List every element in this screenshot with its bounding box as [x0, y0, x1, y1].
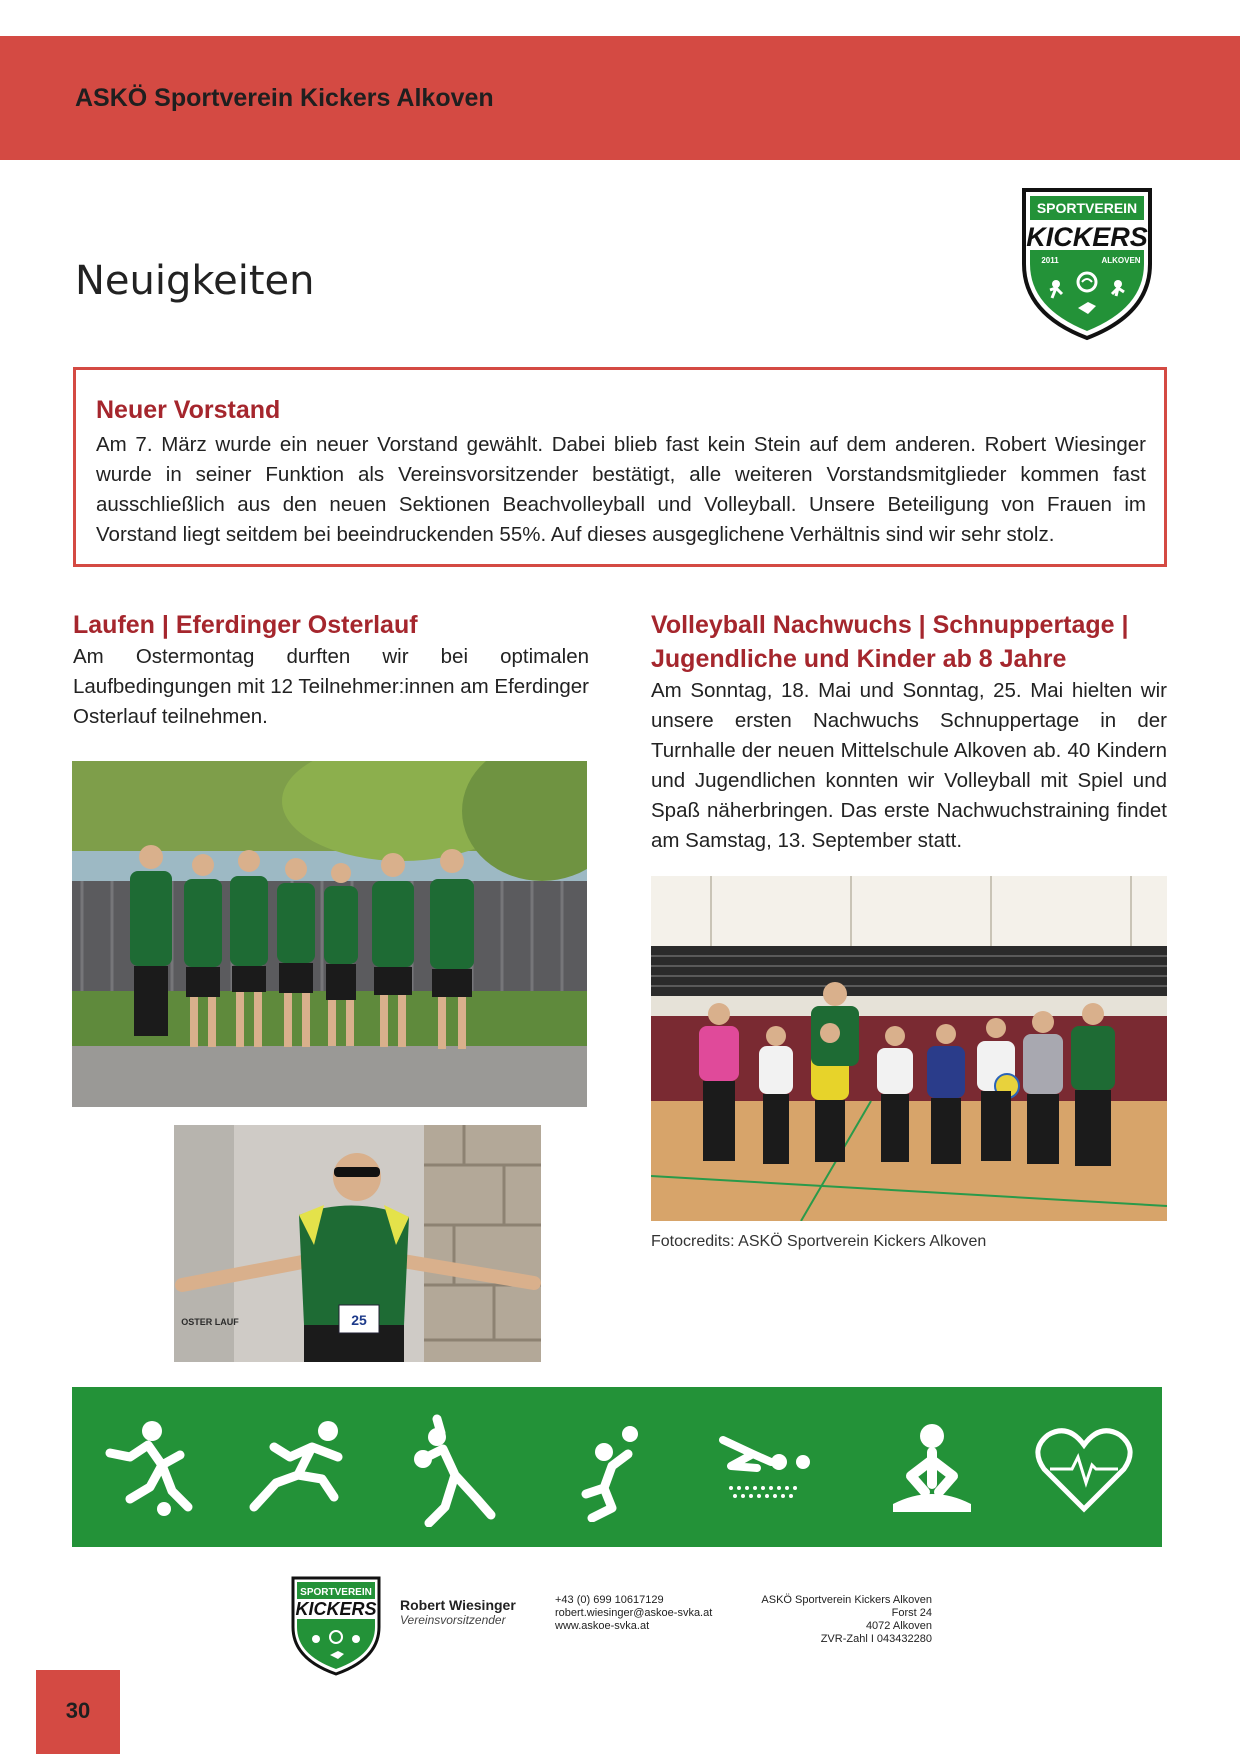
footer-city: 4072 Alkoven	[865, 1620, 932, 1632]
svg-text:KICKERS: KICKERS	[1026, 222, 1148, 252]
footer-phone: +43 (0) 699 10617129	[555, 1594, 664, 1606]
page-number: 30	[65, 1698, 91, 1723]
svg-text:ALKOVEN: ALKOVEN	[1101, 256, 1141, 265]
svg-text:OSTER LAUF: OSTER LAUF	[181, 1317, 239, 1327]
heart-health-icon	[1034, 1425, 1134, 1515]
footer-street: Forst 24	[891, 1607, 932, 1619]
section-laufen	[73, 608, 589, 732]
photo-running-group	[72, 761, 587, 1107]
header-title: ASKÖ Sportverein Kickers Alkoven	[75, 84, 494, 112]
section-laufen-text: Am Ostermontag durften wir bei optimalen Laufbedingungen mit 12 Teilnehmer:innen am Eferdinger Osterlauf teilnehmen.	[73, 645, 589, 728]
footer-address	[700, 1594, 932, 1646]
svg-text:SPORTVEREIN: SPORTVEREIN	[1036, 200, 1138, 216]
beachvolleyball-dive-icon	[717, 1432, 817, 1502]
photo-runner-portrait	[174, 1125, 541, 1362]
section-volleyball-text: Am Sonntag, 18. Mai und Sonntag, 25. Mai hielten wir unsere ersten Nachwuchs Schnuppertage in der Turnhalle der neuen Mittelschule Alkoven ab. 40 Kindern und Jugendlichen konnten wir Volleyball mit Spiel und Spaß näherbringen. Das erste Nachwuchstraining findet am Samstag, 13. September statt.	[651, 679, 1167, 852]
running-icon	[242, 1417, 352, 1517]
yoga-icon	[887, 1422, 977, 1517]
footer-email[interactable]: robert.wiesinger@askoe-svka.at	[555, 1607, 713, 1619]
club-crest-logo	[1020, 186, 1154, 342]
volleyball-bump-icon	[572, 1422, 662, 1522]
footer-name: Robert Wiesinger	[400, 1597, 516, 1613]
football-icon	[100, 1417, 200, 1517]
footer-org: ASKÖ Sportverein Kickers Alkoven	[761, 1594, 932, 1606]
svg-text:SPORTVEREIN: SPORTVEREIN	[300, 1587, 372, 1598]
volleyball-spike-icon	[407, 1407, 497, 1527]
photo-credits: Fotocredits: ASKÖ Sportverein Kickers Alkoven	[651, 1233, 987, 1250]
news-box-text: Am 7. März wurde ein neuer Vorstand gewählt. Dabei blieb fast kein Stein auf dem anderen. Robert Wiesinger wurde in seiner Funktion als Vereinsvorsitzender bestätigt, alle weiteren Vorstandsmitglieder kommen fast ausschließlich aus den neuen Sektionen Beachvolleyball und Volleyball. Unsere Beteiligung von Frauen im Vorstand liegt seitdem bei beeindruckenden 55%. Auf dieses ausgeglichene Verhältnis sind wir sehr stolz.	[96, 433, 1146, 546]
svg-text:KICKERS: KICKERS	[295, 1599, 377, 1619]
news-box-heading: Neuer Vorstand	[96, 396, 281, 424]
news-box-neuer-vorstand	[73, 367, 1167, 567]
page-number-box	[36, 1670, 120, 1754]
photo-volleyball-group	[651, 876, 1167, 1221]
section-laufen-heading: Laufen | Eferdinger Osterlauf	[73, 611, 418, 639]
footer-zvr: ZVR-Zahl I 043432280	[820, 1633, 932, 1645]
svg-text:2011: 2011	[1041, 256, 1059, 265]
footer-contact	[555, 1594, 712, 1633]
footer-web[interactable]: www.askoe-svka.at	[555, 1620, 650, 1632]
footer-role: Vereinsvorsitzender	[400, 1613, 506, 1627]
section-volleyball	[651, 608, 1167, 856]
svg-text:25: 25	[351, 1312, 367, 1328]
sports-icon-band	[72, 1387, 1162, 1547]
section-volleyball-heading: Volleyball Nachwuchs | Schnuppertage | Jugendliche und Kinder ab 8 Jahre	[651, 611, 1129, 673]
page-title: Neuigkeiten	[75, 258, 315, 304]
footer-club-crest-logo	[290, 1575, 382, 1677]
